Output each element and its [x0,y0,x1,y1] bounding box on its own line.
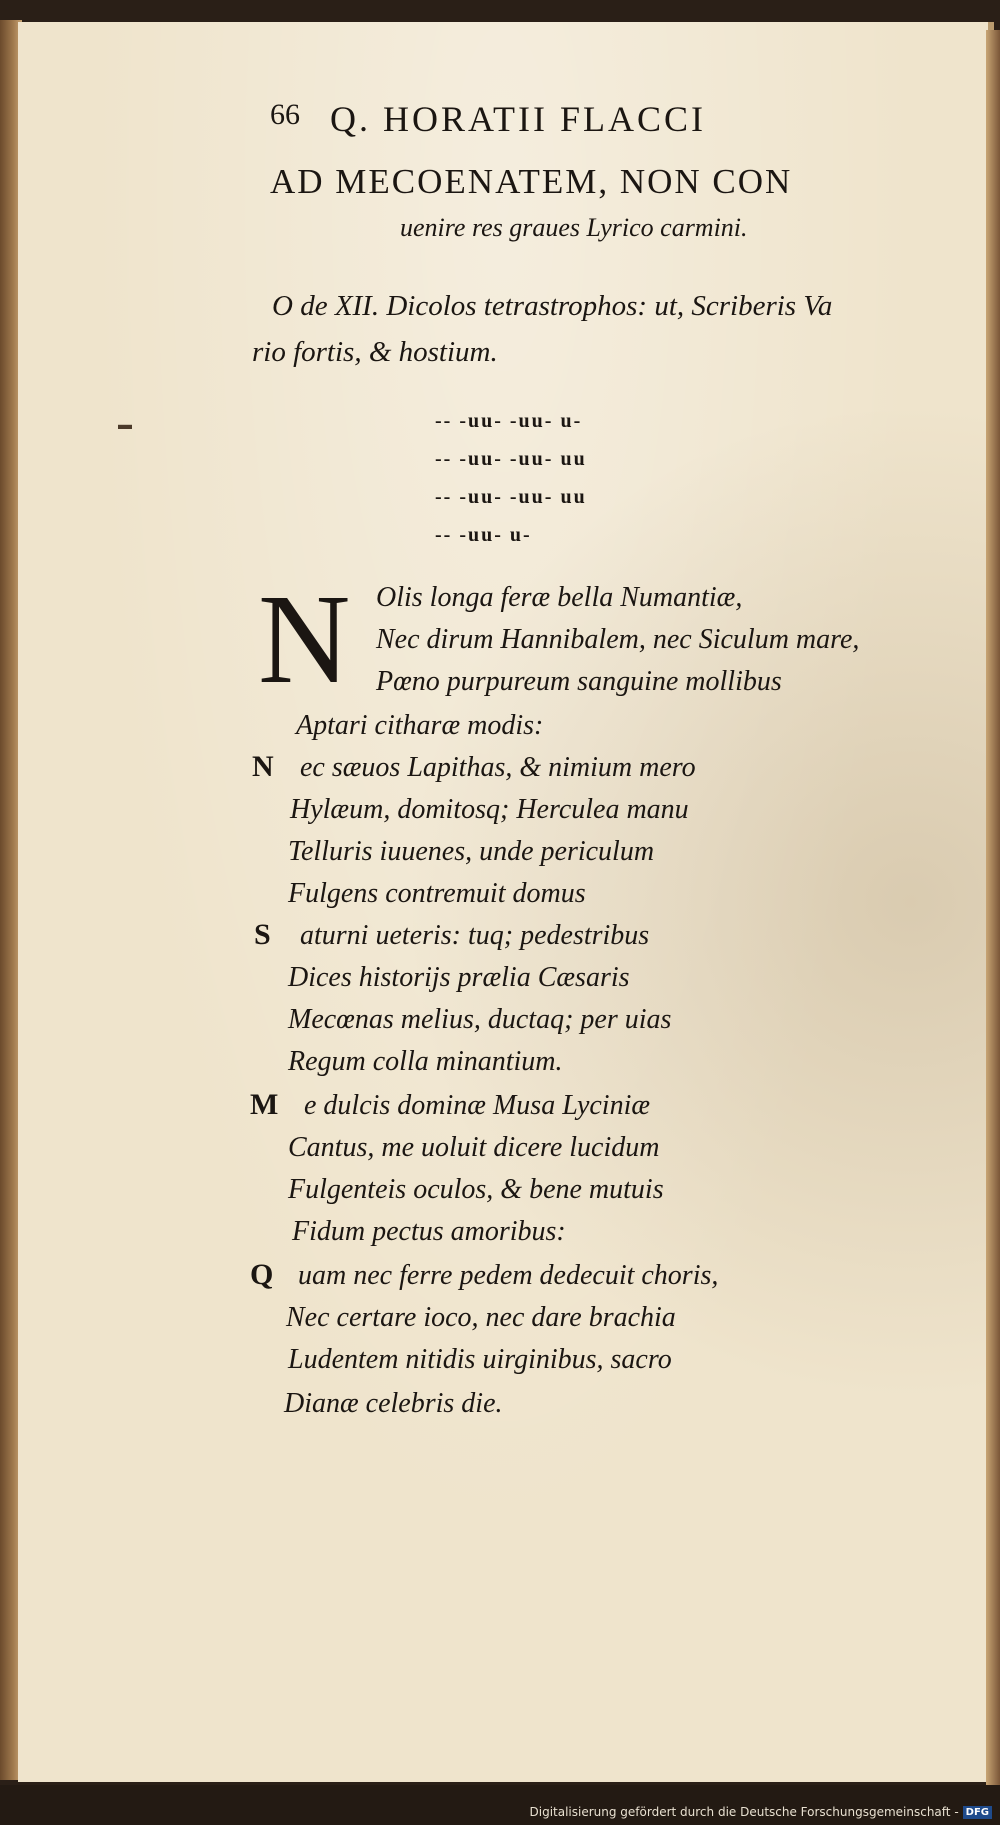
verse-line: aturni ueteris: tuq; pedestribus [300,920,650,951]
verse-line: Fidum pectus amoribus: [292,1216,566,1247]
ode-heading-continued: uenire res graues Lyrico carmini. [400,213,748,242]
credit-text: Digitalisierung gefördert durch die Deutsche Forschungsgemeinschaft - [529,1805,959,1819]
verse-line: Hylæum, domitosq; Herculea manu [290,794,689,825]
page-number: 66 [270,98,300,131]
verse-line: ec sæuos Lapithas, & nimium mero [300,752,696,783]
verse-line: Aptari citharæ modis: [296,710,544,741]
verse-line: Telluris iuuenes, unde periculum [288,836,655,867]
verse-line: Dices historijs prælia Cæsaris [288,962,630,993]
stanza-lead-letter: M [250,1088,279,1121]
verse-line: Regum colla minantium. [288,1046,563,1077]
verse-line: uam nec ferre pedem dedecuit choris, [298,1260,719,1291]
verse-line: Dianæ celebris die. [284,1388,503,1419]
meter-line-3: -- -uu- -uu- uu [435,486,587,508]
ode-intro-line-1: O de XII. Dicolos tetrastrophos: ut, Scriberis Va [272,290,833,322]
stanza-lead-letter: Q [250,1258,274,1291]
verse-line: Nec certare ioco, nec dare brachia [286,1302,676,1333]
right-page-edge [986,30,1000,1790]
verse-line: Fulgenteis oculos, & bene mutuis [288,1174,664,1205]
ode-heading: AD MECOENATEM, NON CON [270,162,793,201]
verse-line: e dulcis dominæ Musa Lyciniæ [304,1090,651,1121]
footer-bar [0,1785,1000,1825]
verse-line: Nec dirum Hannibalem, nec Siculum mare, [376,624,860,655]
dfg-logo-icon: DFG [963,1806,992,1819]
digitization-credit [530,1805,993,1819]
verse-line: Cantus, me uoluit dicere lucidum [288,1132,660,1163]
verse-line: Fulgens contremuit domus [288,878,586,909]
stanza-lead-letter: N [252,750,274,783]
meter-line-2: -- -uu- -uu- uu [435,448,587,470]
verse-line: Pœno purpureum sanguine mollibus [376,666,782,697]
meter-line-1: -- -uu- -uu- u- [435,410,583,432]
ode-intro-line-2: rio fortis, & hostium. [252,336,498,368]
verse-line: Mecœnas melius, ductaq; per uias [288,1004,672,1035]
running-head-title: Q. HORATII FLACCI [330,99,707,139]
verse-line: Ludentem nitidis uirginibus, sacro [288,1344,672,1375]
margin-mark: ▬ [118,418,132,433]
stanza-lead-letter: S [254,918,271,951]
meter-line-4: -- -uu- u- [435,524,532,546]
verse-line: Olis longa feræ bella Numantiæ, [376,582,743,613]
drop-cap-initial: N [258,568,351,710]
